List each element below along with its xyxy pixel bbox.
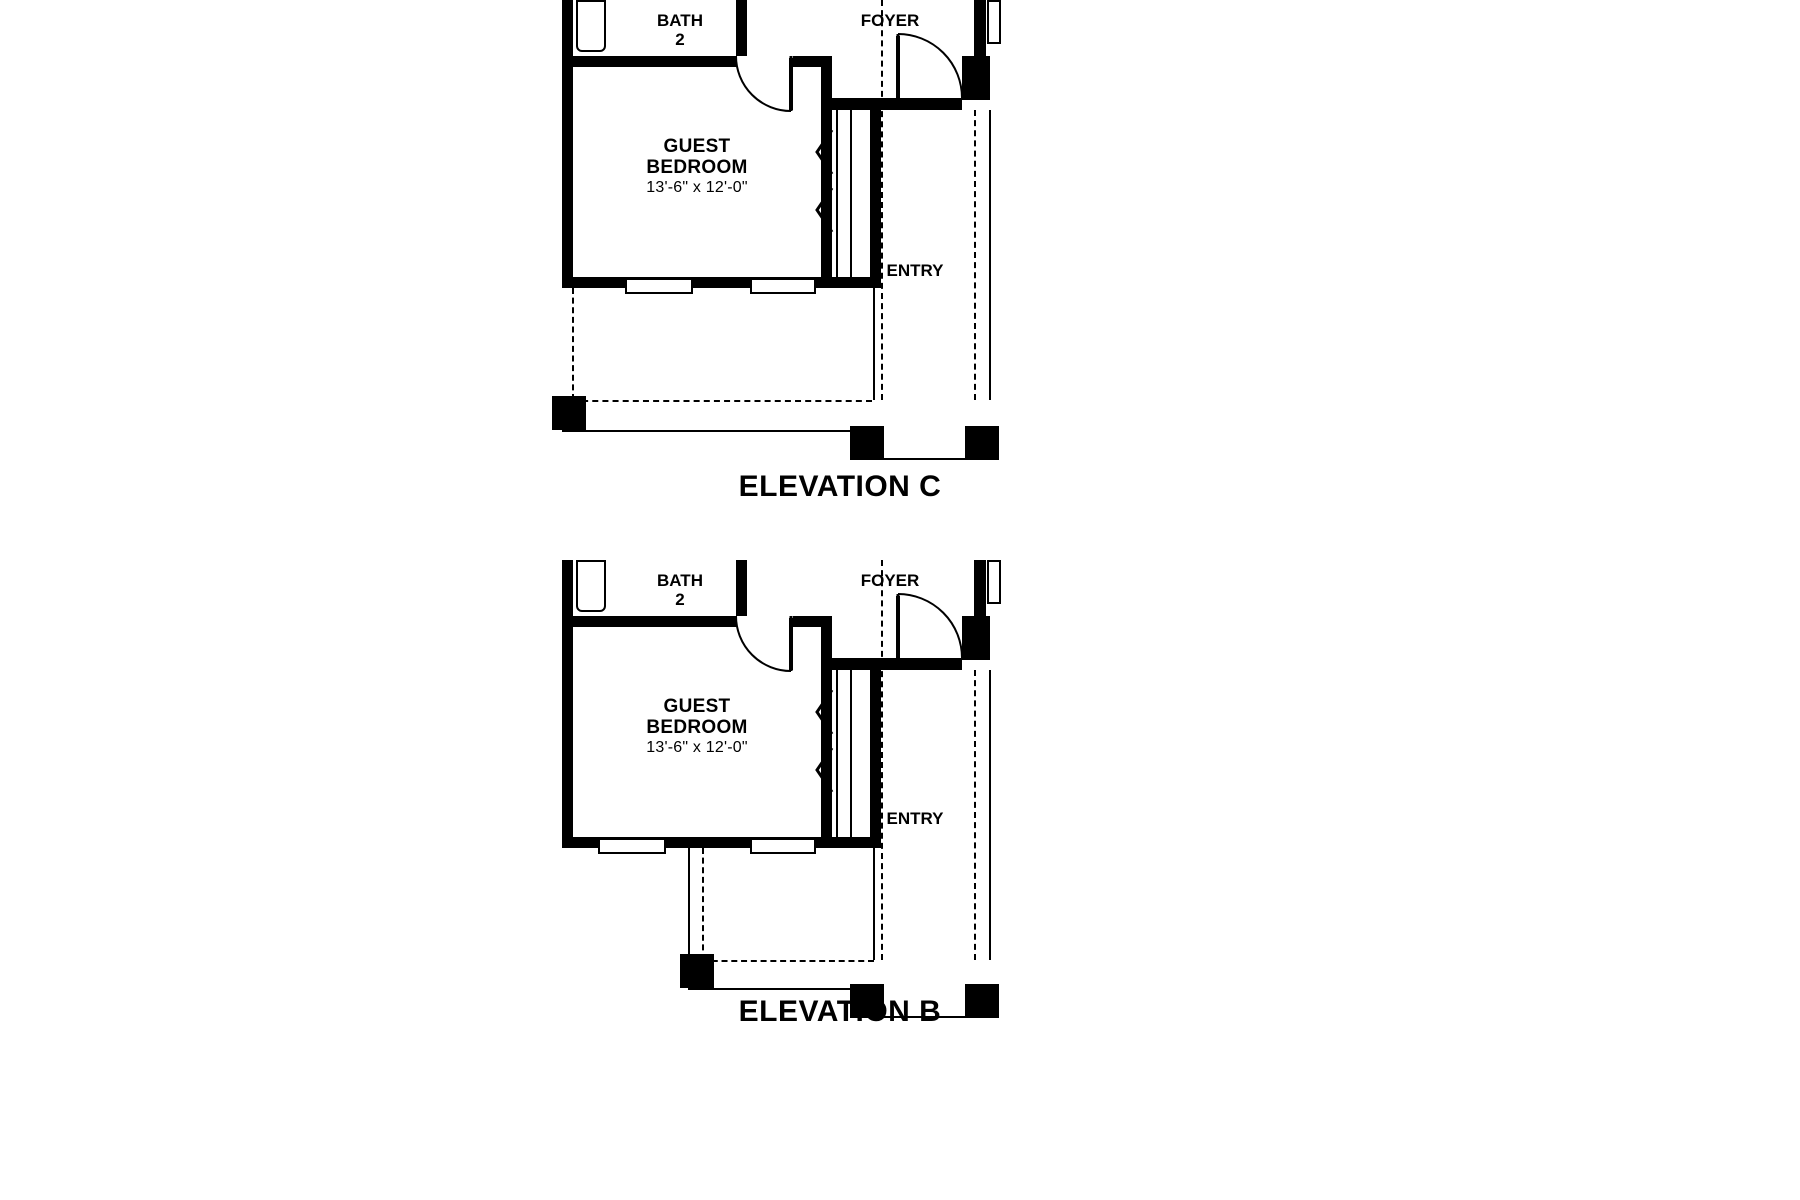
foyer-label-text: FOYER [860,571,920,590]
guest-bedroom-line1: GUEST [663,696,731,717]
foyer-label-text: FOYER [860,11,920,30]
porch-dash-left [702,848,704,960]
entry-dash-left [881,0,883,400]
floor-plan-elevation-c [540,0,1140,520]
guest-bedroom-line1: GUEST [663,136,731,157]
bath-number-text: 2 [675,29,685,49]
entry-door-swing-c [540,0,1140,520]
guest-bedroom-label-b [582,696,812,756]
porch-dash-bottom [702,960,874,962]
entry-label-text: ENTRY [886,809,944,828]
entry-dash-left [881,560,883,960]
guest-bedroom-line2: BEDROOM [646,717,748,739]
bath-number-text: 2 [675,589,685,609]
entry-dash-right [974,670,976,960]
guest-bedroom-dims: 13'-6" x 12'-0" [646,738,748,756]
caption-elevation-c: ELEVATION C [738,470,942,503]
porch-pier-center [850,426,884,460]
porch-pier-left [680,954,714,988]
entry-door-panel [896,596,900,658]
entry-door-panel [896,36,900,98]
porch-dash-left [572,288,574,400]
bath-label-text: BATH [657,571,703,590]
entry-dash-right [974,110,976,400]
porch-dash-bottom [572,400,872,402]
entry-edge-left [873,848,875,960]
entry-edge-right [989,110,991,400]
entry-edge-left [873,288,875,400]
guest-bedroom-label-c [582,136,812,196]
porch-edge-bottom [562,430,862,432]
guest-bedroom-dims: 13'-6" x 12'-0" [646,178,748,196]
porch-edge-bottom [688,988,864,990]
bath-label-text: BATH [657,11,703,30]
entry-label-text: ENTRY [886,261,944,280]
guest-bedroom-line2: BEDROOM [646,157,748,179]
entry-edge-right [989,670,991,960]
caption-elevation-b: ELEVATION B [738,995,942,1028]
porch-edge-front [884,458,966,460]
porch-edge-left [688,848,690,963]
porch-pier-left [552,396,586,430]
porch-pier-right [965,426,999,460]
